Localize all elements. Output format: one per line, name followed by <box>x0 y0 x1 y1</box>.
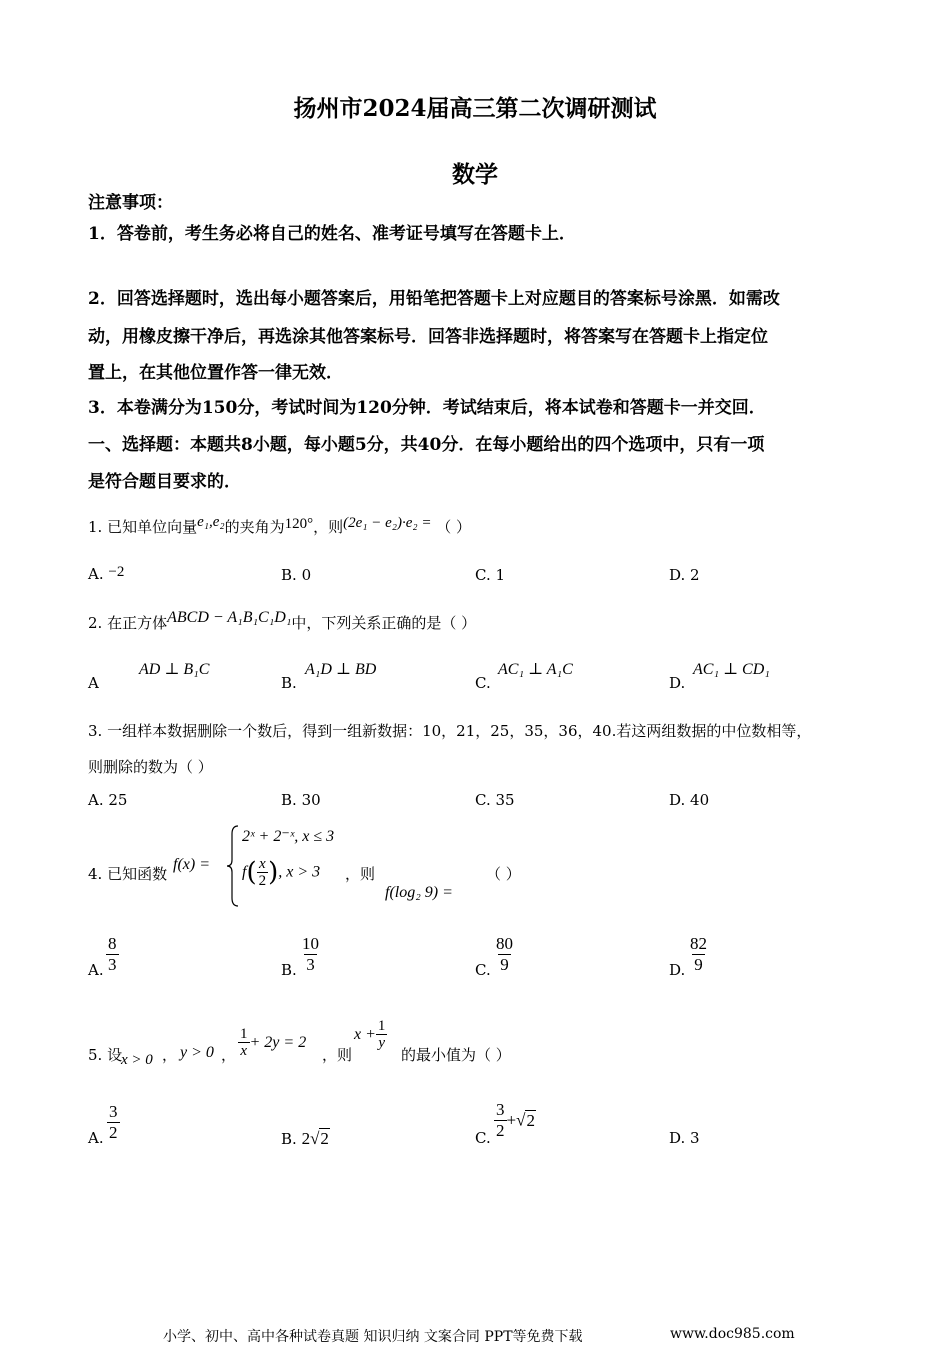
q4-case-1: 2ˣ + 2⁻ˣ, x ≤ 3 <box>242 828 335 845</box>
q5-sep-2: ， <box>221 1046 237 1064</box>
q5-option-c-label: C. <box>475 1129 491 1147</box>
notice-item-2-line-1: 2．回答选择题时，选出每小题答案后，用铅笔把答题卡上对应题目的答案标号涂黑．如需改 <box>88 289 780 309</box>
q4-option-c-label: C. <box>475 961 491 979</box>
q2-option-a-value: AD ⊥ B₁C <box>139 661 210 678</box>
q1-vectors: e₁,e₂ <box>197 514 225 530</box>
q4-piecewise-brace <box>226 824 240 908</box>
q1-then: ，则 <box>313 518 344 536</box>
q5-equation: $\frac{1}{x}$ + 2y = 2 <box>240 1026 307 1059</box>
q2-option-b-label: B. <box>281 674 297 692</box>
question-2: 2. 在正方体ABCD − A₁B₁C₁D₁中，下列关系正确的是（ ） <box>88 609 477 632</box>
q2-option-b-value: A₁D ⊥ BD <box>305 661 377 678</box>
notice-item-2-line-3: 置上，在其他位置作答一律无效． <box>88 363 343 383</box>
q1-expression: (2e₁ − e₂)·e₂ = <box>343 515 432 531</box>
footer-site-link[interactable]: www.doc985.com <box>670 1326 795 1342</box>
q2-cube: ABCD − A₁B₁C₁D₁ <box>167 609 292 626</box>
q5-cond-y: y > 0 <box>180 1044 214 1061</box>
q4-option-a-fraction: $\frac{8}{3}$ <box>108 934 117 974</box>
question-3-line-1: 3. 一组样本数据删除一个数后，得到一组新数据：10，21，25，35，36，40.若这两组数据的中位数相等， <box>88 722 812 740</box>
section-1-line-2: 是符合题目要求的． <box>88 472 241 492</box>
q1-mid: 的夹角为 <box>224 518 285 536</box>
q5-option-c-value: $\frac{3}{2}$ +√2 <box>496 1100 535 1140</box>
q5-option-b: B. 2√2 <box>281 1129 329 1148</box>
q5-option-d: D. 3 <box>669 1129 700 1147</box>
q4-option-c-fraction: $\frac{80}{9}$ <box>496 934 513 974</box>
question-3-line-2: 则删除的数为（ ） <box>88 758 213 776</box>
q4-option-b-label: B. <box>281 961 297 979</box>
q1-option-b: B. 0 <box>281 566 312 584</box>
q5-option-a-fraction: $\frac{3}{2}$ <box>109 1102 118 1142</box>
q3-option-d: D. 40 <box>669 791 710 809</box>
notice-item-2-line-2: 动，用橡皮擦干净后，再选涂其他答案标号．回答非选择题时，将答案写在答题卡上指定位 <box>88 327 768 347</box>
q4-fx: f(x) = <box>173 856 210 873</box>
q4-target: f(log₂ 9) = <box>385 884 453 901</box>
q2-option-d-label: D. <box>669 674 686 692</box>
q5-then: ，则 <box>322 1046 353 1064</box>
q3-option-c: C. 35 <box>475 791 515 809</box>
q2-option-a-label: A <box>88 674 99 692</box>
q1-option-d: D. 2 <box>669 566 700 584</box>
q4-option-d-label: D. <box>669 961 686 979</box>
q1-angle: 120° <box>284 516 314 532</box>
notice-item-1: 1．答卷前，考生务必将自己的姓名、准考证号填写在答题卡上． <box>88 224 576 244</box>
notice-item-3: 3．本卷满分为150分，考试时间为120分钟．考试结束后，将本试卷和答题卡一并交回． <box>88 398 766 418</box>
q4-option-b-fraction: $\frac{10}{3}$ <box>302 934 319 974</box>
q2-option-d-value: AC₁ ⊥ CD₁ <box>693 661 770 678</box>
q4-option-a-label: A. <box>88 961 104 979</box>
notice-heading: 注意事项： <box>88 193 173 213</box>
q5-post: 的最小值为（ ） <box>401 1046 511 1064</box>
q4-option-d-fraction: $\frac{82}{9}$ <box>690 934 707 974</box>
q1-option-a: A. −2 <box>88 564 125 583</box>
question-1 <box>88 516 471 537</box>
q5-cond-x: x > 0 <box>121 1052 153 1068</box>
q4-pre: 4. 已知函数 <box>88 865 168 883</box>
q4-case-2: f( $\frac{x}{2}$ ), x > 3 <box>242 856 321 889</box>
q1-paren: （ ） <box>436 518 472 536</box>
q5-expression: x + $\frac{1}{y}$ <box>354 1018 386 1051</box>
q2-option-c-value: AC₁ ⊥ A₁C <box>498 661 573 678</box>
subject-title: 数学 <box>452 161 498 188</box>
q5-pre: 5. 设 <box>88 1046 123 1064</box>
q4-then: ，则 <box>345 865 376 883</box>
q1-option-c: C. 1 <box>475 566 506 584</box>
q2-option-c-label: C. <box>475 674 491 692</box>
q1-pre: 1. 已知单位向量 <box>88 518 198 536</box>
q4-paren: （ ） <box>486 865 521 883</box>
exam-title: 扬州市2024届高三第二次调研测试 <box>293 95 657 122</box>
q3-option-a: A. 25 <box>88 791 128 809</box>
q3-option-b: B. 30 <box>281 791 321 809</box>
section-1-line-1: 一、选择题：本题共8小题，每小题5分，共40分．在每小题给出的四个选项中，只有一项 <box>88 435 765 455</box>
footer-text: 小学、初中、高中各种试卷真题 知识归纳 文案合同 PPT等免费下载 <box>163 1329 583 1345</box>
q5-sep-1: ， <box>162 1046 178 1064</box>
q5-option-a-label: A. <box>88 1129 104 1147</box>
